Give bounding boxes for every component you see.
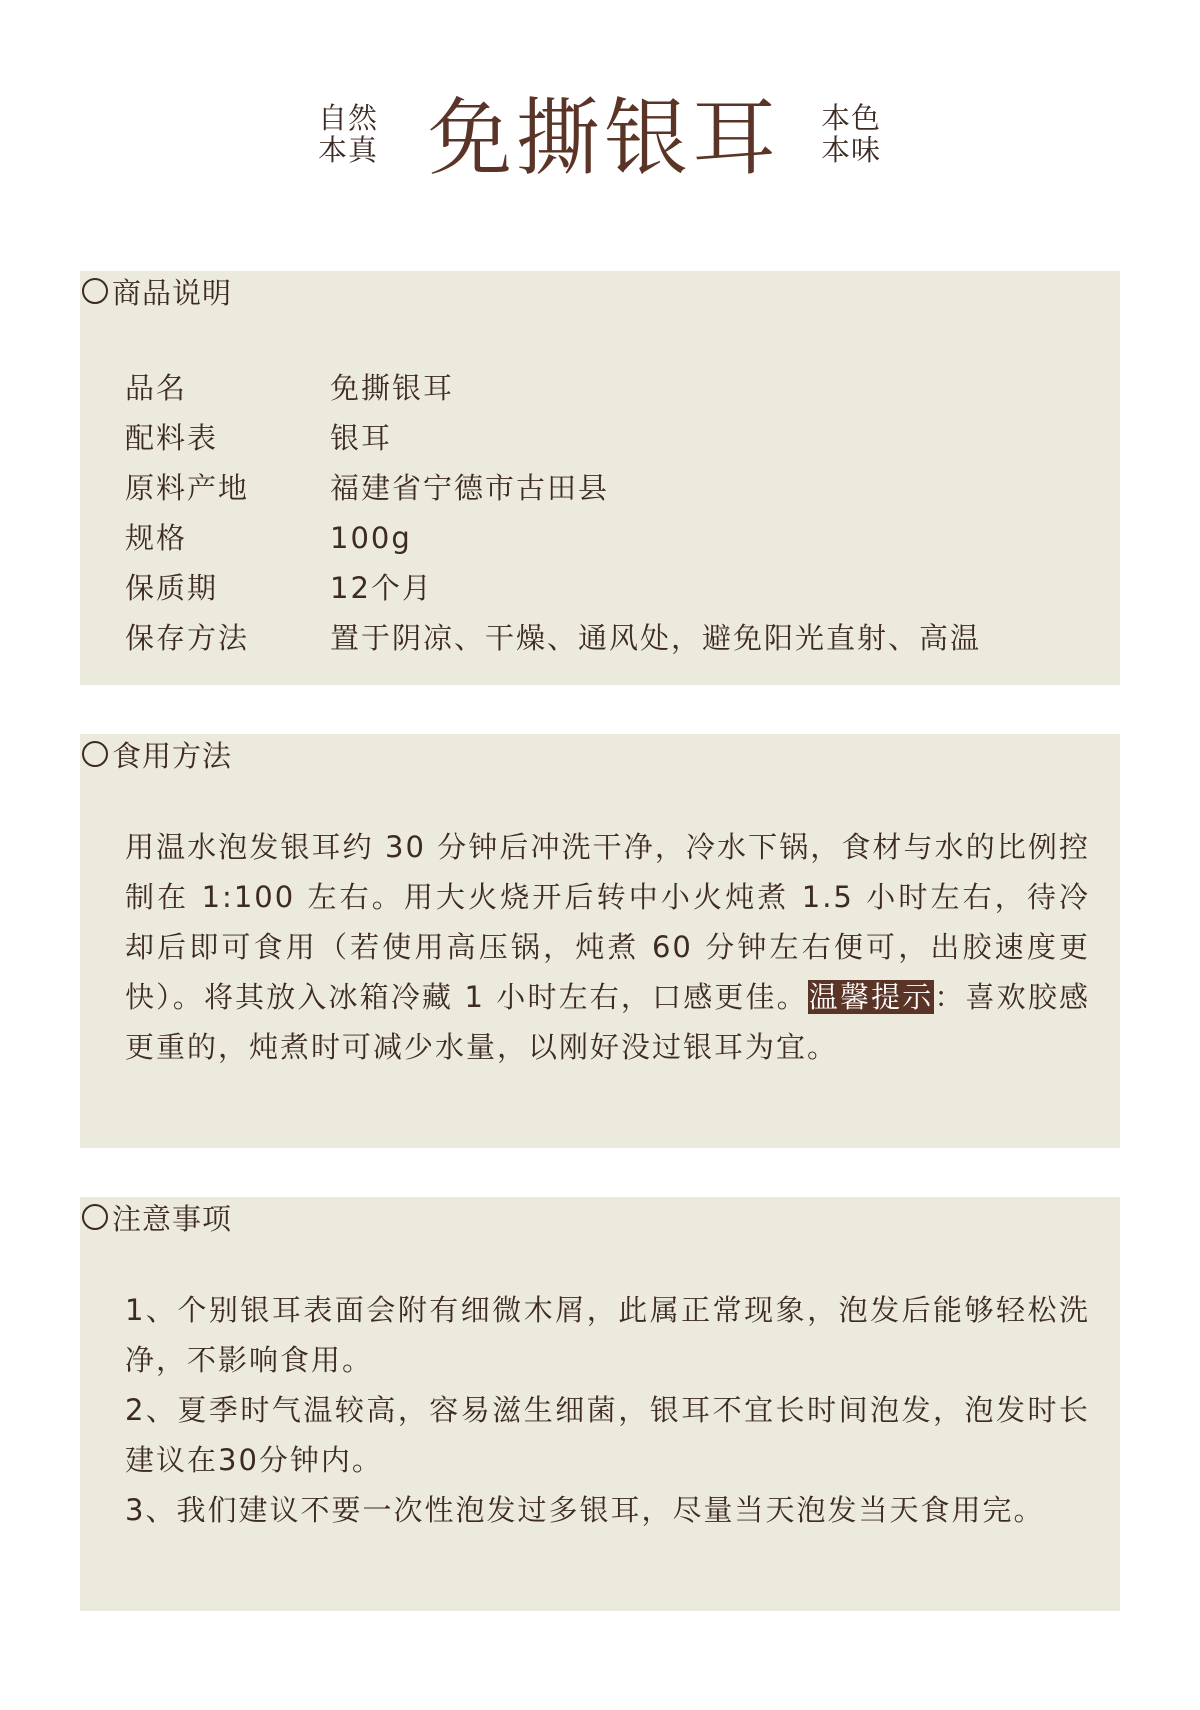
spec-value: 福建省宁德市古田县 [330,471,610,505]
spec-label: 保存方法 [125,621,250,655]
spec-label: 保质期 [125,571,219,605]
notes-panel [80,1197,1120,1611]
spec-value: 12个月 [330,571,433,605]
spec-row [125,513,981,563]
notes-list [125,1285,1090,1535]
circle-bullet-icon [82,741,108,767]
spec-row [125,413,981,463]
right-slogan-line-2: 本味 [821,133,882,167]
product-info-panel [80,271,1120,685]
notes-heading [82,1197,232,1237]
page-header [0,88,1200,198]
product-info-title: 商品说明 [112,275,233,310]
spec-value: 银耳 [330,421,393,455]
spec-label: 原料产地 [125,471,250,505]
spec-row [125,463,981,513]
left-slogan [318,102,378,166]
right-slogan [821,102,881,166]
notes-title: 注意事项 [112,1201,233,1236]
spec-row [125,613,981,663]
product-info-heading [82,271,232,311]
circle-bullet-icon [82,1204,108,1230]
spec-value: 免撕银耳 [330,371,455,405]
note-item: 3、我们建议不要一次性泡发过多银耳，尽量当天泡发当天食用完。 [125,1493,1045,1527]
spec-label: 配料表 [125,421,219,455]
spec-label: 规格 [125,521,188,555]
left-slogan-line-2: 本真 [318,133,379,167]
usage-text [125,822,1090,1072]
usage-title: 食用方法 [112,738,233,773]
usage-panel [80,734,1120,1148]
note-item: 2、夏季时气温较高，容易滋生细菌，银耳不宜长时间泡发，泡发时长建议在30分钟内。 [125,1393,1090,1477]
right-slogan-line-1: 本色 [821,101,882,135]
left-slogan-line-1: 自然 [318,101,379,135]
usage-heading [82,734,232,774]
spec-table [125,363,981,663]
spec-value: 置于阴凉、干燥、通风处，避免阳光直射、高温 [330,621,982,655]
circle-bullet-icon [82,278,108,304]
tip-highlight-label: 温馨提示 [808,980,934,1014]
spec-label: 品名 [125,371,188,405]
page-title: 免撕银耳 [428,89,781,187]
spec-value: 100g [330,521,412,555]
spec-row [125,363,981,413]
usage-body: 用温水泡发银耳约 30 分钟后冲洗干净，冷水下锅，食材与水的比例控制在 1:100 左右。用大火烧开后转中小火炖煮 1.5 小时左右，待冷却后即可食用（若使用高压锅，炖煮 60 分钟左右便可，出胶速度更快）。将其放入冰箱冷藏 1 小时左右，口感更佳。 [125,830,1090,1014]
tip-text: ：喜欢胶感更重的，炖煮时可减少水量，以刚好没过银耳为宜。 [125,980,1090,1064]
note-item: 1、个别银耳表面会附有细微木屑，此属正常现象，泡发后能够轻松洗净，不影响食用。 [125,1293,1090,1377]
spec-row [125,563,981,613]
